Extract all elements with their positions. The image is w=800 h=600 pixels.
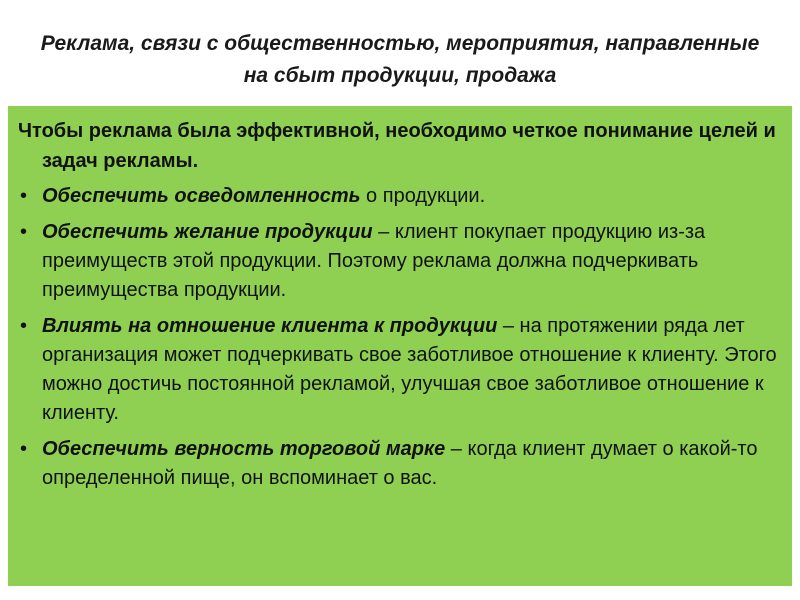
content-box — [8, 106, 792, 586]
point-text: – клиент покупает продукцию из-за преимуществ этой продукции. Поэтому реклама должна подчеркивать преимущества продукции. — [42, 221, 706, 301]
bullet-icon: • — [20, 185, 28, 207]
list-item — [18, 218, 782, 305]
list-item — [18, 182, 782, 211]
bullet-list — [18, 182, 782, 493]
point-lead: Обеспечить желание продукции — [42, 221, 373, 243]
bullet-icon: • — [20, 315, 28, 337]
bullet-icon: • — [20, 221, 28, 243]
point-text: – на протяжении ряда лет организация может подчеркивать свое заботливое отношение к клиенту. Этого можно достичь постоянной рекламой, улучшая свое заботливое отношение к клиенту. — [42, 315, 777, 424]
point-lead: Обеспечить осведомленность — [42, 185, 361, 207]
list-item — [18, 435, 782, 493]
point-lead: Влиять на отношение клиента к продукции — [42, 315, 498, 337]
intro-text: Чтобы реклама была эффективной, необходимо четкое понимание целей и задач рекламы. — [18, 120, 776, 172]
point-lead: Обеспечить верность торговой марке — [42, 438, 446, 460]
slide-title: Реклама, связи с общественностью, мероприятия, направленные на сбыт продукции, продажа — [40, 32, 760, 87]
list-item — [18, 312, 782, 428]
point-text: о продукции. — [360, 185, 486, 207]
bullet-icon: • — [20, 438, 28, 460]
point-text: – когда клиент думает о какой-то определенной пище, он вспоминает о вас. — [42, 438, 758, 489]
